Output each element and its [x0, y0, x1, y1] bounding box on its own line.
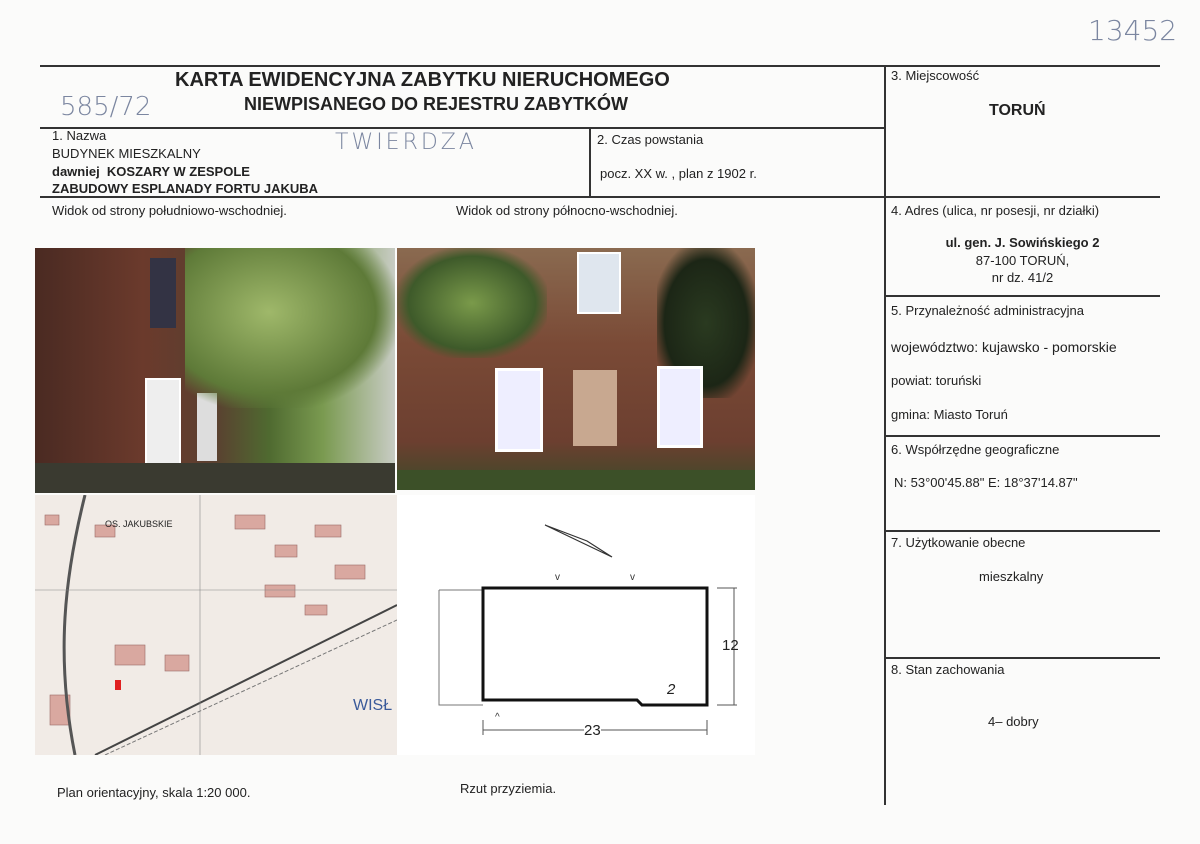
field-condition-label: 8. Stan zachowania [891, 662, 1005, 677]
field-admin-voivodeship: województwo: kujawsko - pomorskie [891, 339, 1117, 355]
field-date-value: pocz. XX w. , plan z 1902 r. [600, 166, 757, 181]
field-coords-value: N: 53°00'45.88" E: 18°37'14.87" [894, 475, 1078, 490]
divider [885, 295, 1160, 297]
field-locality-value: TORUŃ [989, 102, 1046, 119]
divider [589, 127, 591, 197]
divider [885, 657, 1160, 659]
svg-text:v: v [555, 572, 560, 583]
field-admin-commune: gmina: Miasto Toruń [891, 407, 1008, 422]
field-date-label: 2. Czas powstania [597, 132, 704, 147]
field-address-city: 87-100 TORUŃ, [975, 253, 1070, 268]
handwritten-card-number: 13452 [1088, 14, 1178, 47]
field-usage-value: mieszkalny [979, 569, 1044, 584]
divider [40, 65, 1160, 67]
plan-width-dimension: 23 [584, 722, 601, 739]
photo1-caption: Widok od strony południowo-wschodniej. [52, 203, 287, 218]
field-name-line3: ZABUDOWY ESPLANADY FORTU JAKUBA [52, 181, 319, 196]
field-name-prefix: dawniej [52, 164, 100, 179]
field-admin-county: powiat: toruński [891, 373, 982, 388]
divider [40, 196, 1160, 198]
plan-caption: Rzut przyziemia. [460, 781, 557, 796]
field-name-label: 1. Nazwa [52, 128, 107, 143]
svg-text:^: ^ [495, 712, 500, 723]
field-name-line2: KOSZARY W ZESPOLE [106, 164, 250, 179]
photo2-caption: Widok od strony północno-wschodniej. [456, 203, 678, 218]
svg-text:v: v [630, 572, 635, 583]
handwritten-category: TWIERDZA [335, 130, 477, 155]
field-usage-label: 7. Użytkowanie obecne [891, 535, 1026, 550]
card-subtitle: NIEWPISANEGO DO REJESTRU ZABYTKÓW [244, 94, 629, 114]
orientation-map [35, 495, 397, 755]
map-label-river: WISŁ [353, 697, 393, 714]
handwritten-ref-number: 585/72 [60, 92, 152, 122]
field-address-street: ul. gen. J. Sowińskiego 2 [945, 235, 1100, 250]
field-address-label: 4. Adres (ulica, nr posesji, nr działki) [891, 203, 1100, 218]
photo-southeast-view [35, 248, 395, 493]
photo-northeast-view [397, 248, 755, 490]
divider [40, 127, 885, 129]
plan-depth-dimension: 12 [722, 637, 739, 654]
field-condition-value: 4– dobry [988, 714, 1039, 729]
field-coords-label: 6. Współrzędne geograficzne [891, 442, 1060, 457]
field-locality-label: 3. Miejscowość [891, 68, 980, 83]
field-name-line1: BUDYNEK MIESZKALNY [52, 146, 201, 161]
field-admin-label: 5. Przynależność administracyjna [891, 303, 1084, 318]
map-label-district: OS. JAKUBSKIE [105, 519, 173, 529]
card-title: KARTA EWIDENCYJNA ZABYTKU NIERUCHOMEGO [175, 69, 670, 91]
north-arrow-icon [545, 525, 612, 557]
map-graphic [35, 495, 397, 755]
divider [885, 435, 1160, 437]
plan-entrance-label: 2 [667, 681, 676, 698]
map-caption: Plan orientacyjny, skala 1:20 000. [57, 785, 251, 800]
divider [885, 530, 1160, 532]
plan-graphic [397, 495, 755, 755]
field-address-plot: nr dz. 41/2 [991, 270, 1054, 285]
ground-floor-plan [397, 495, 755, 755]
